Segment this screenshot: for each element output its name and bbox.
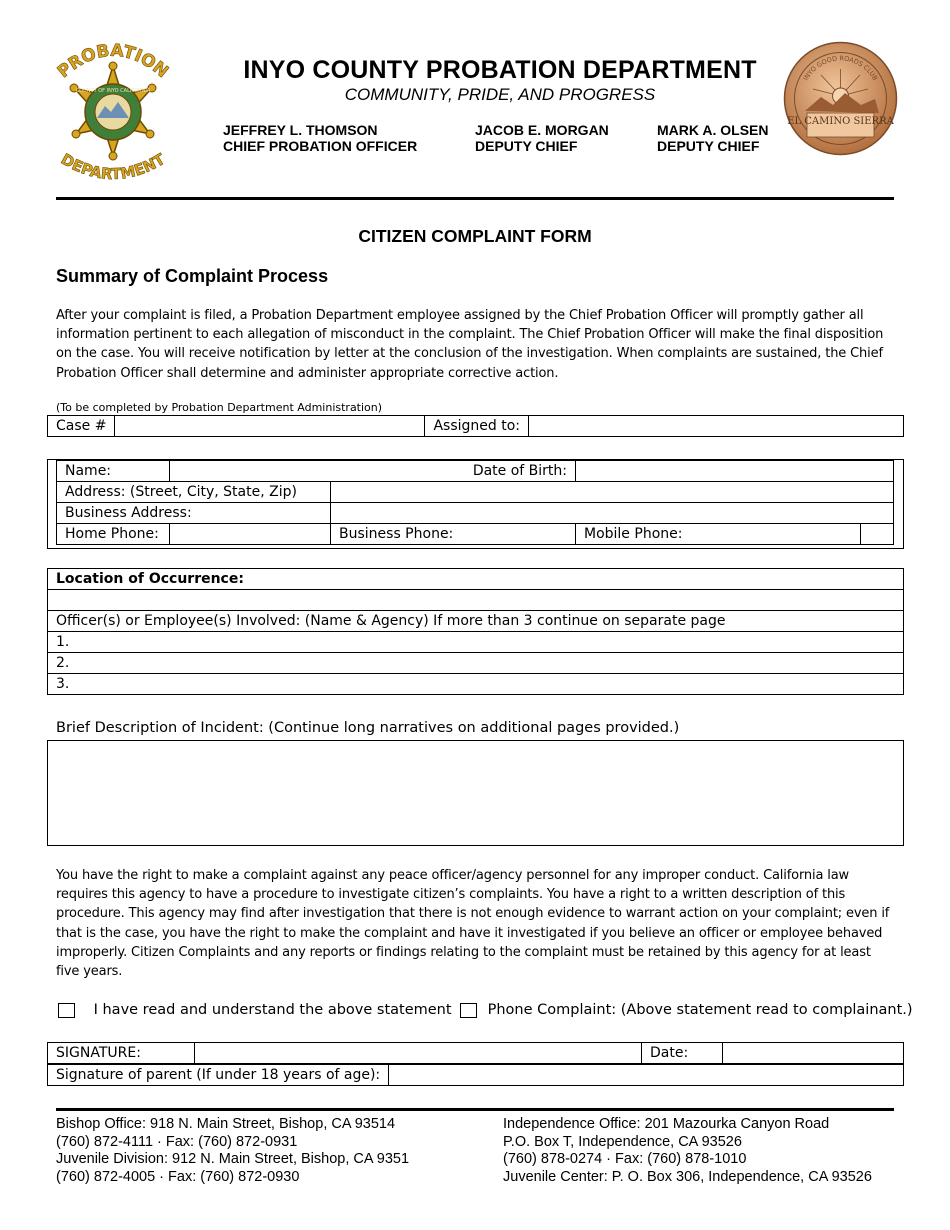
admin-note: (To be completed by Probation Department Administration) — [56, 401, 383, 414]
parent-signature-field[interactable] — [389, 1065, 904, 1086]
location-label: Location of Occurrence: — [48, 569, 904, 590]
business-address-field[interactable] — [331, 503, 894, 524]
date-label: Date: — [642, 1043, 723, 1064]
footer-line: Bishop Office: 918 N. Main Street, Bishop, CA 93514 — [56, 1116, 396, 1132]
el-camino-sierra-seal — [783, 41, 898, 156]
officer-deputy-1 — [475, 122, 609, 154]
seal-ring-text: INYO GOOD ROADS CLUB — [801, 54, 880, 82]
officer-row-3[interactable]: 3. — [48, 674, 904, 695]
dob-label: Date of Birth: — [472, 463, 567, 479]
address-field[interactable] — [331, 482, 894, 503]
officer-title: CHIEF PROBATION OFFICER — [223, 138, 418, 154]
badge-ring-text: COUNTY OF INYO CALIFORNIA — [75, 88, 151, 94]
parent-signature-table — [47, 1064, 904, 1086]
description-field[interactable] — [47, 740, 904, 846]
phone-complaint-label: Phone Complaint: (Above statement read to complainant.) — [487, 1002, 913, 1018]
summary-heading: Summary of Complaint Process — [56, 266, 329, 286]
assigned-to-label: Assigned to: — [425, 416, 529, 437]
business-address-label: Business Address: — [57, 503, 331, 524]
footer-line: (760) 872-4111 · Fax: (760) 872-0931 — [56, 1133, 298, 1150]
admin-table — [47, 415, 904, 437]
case-number-label: Case # — [48, 416, 115, 437]
department-title: INYO COUNTY PROBATION DEPARTMENT — [243, 56, 757, 84]
mobile-phone-label: Mobile Phone: — [576, 524, 861, 545]
phone-complaint-option[interactable] — [460, 1002, 913, 1018]
signature-field[interactable] — [195, 1043, 642, 1064]
home-phone-label: Home Phone: — [57, 524, 170, 545]
footer-divider — [56, 1108, 894, 1111]
signature-table — [47, 1042, 904, 1064]
name-field[interactable] — [170, 461, 576, 482]
officer-deputy-2 — [657, 122, 768, 154]
seal-text: EL CAMINO SIERRA — [787, 116, 894, 127]
read-statement-option[interactable] — [58, 1002, 452, 1018]
department-motto: COMMUNITY, PRIDE, AND PROGRESS — [344, 85, 656, 104]
footer-independence-office — [503, 1116, 872, 1186]
incident-table — [47, 568, 904, 695]
officer-chief — [223, 122, 417, 154]
footer-bishop-office — [56, 1116, 409, 1186]
officer-name: MARK A. OLSEN — [657, 122, 769, 138]
footer-line: (760) 872-4005 · Fax: (760) 872-0930 — [56, 1168, 300, 1185]
dob-field[interactable] — [576, 461, 894, 482]
footer-line: Juvenile Center: P. O. Box 306, Independence, CA 93526 — [503, 1168, 872, 1185]
case-number-field[interactable] — [115, 416, 425, 437]
badge-text-bottom: DEPARTMENT — [57, 150, 169, 184]
signature-label: SIGNATURE: — [48, 1043, 195, 1064]
date-field[interactable] — [723, 1043, 904, 1064]
business-phone-label: Business Phone: — [331, 524, 576, 545]
footer-line: Juvenile Division: 912 N. Main Street, Bishop, CA 9351 — [56, 1151, 410, 1168]
rights-statement: You have the right to make a complaint against any peace officer/agency personnel for any improper conduct. California law requires this agency to have a procedure to investigate citizen’s complaints. You have a right to a written description of this procedure. This agency may find after investigation that there is not enough evidence to warrant action on your complaint; even if that is the case, you have the right to make the complaint and have it investigated if you believe an officer or employee behaved improperly. Citizen Complaints and any reports or findings relating to the complaint must be retained by this agency for at least five years. — [56, 868, 890, 980]
header-divider — [56, 197, 894, 200]
officer-row-2[interactable]: 2. — [48, 653, 904, 674]
address-label: Address: (Street, City, State, Zip) — [57, 482, 331, 503]
parent-signature-label: Signature of parent (If under 18 years of age): — [48, 1065, 389, 1086]
officer-name: JEFFREY L. THOMSON — [223, 122, 378, 138]
form-title: CITIZEN COMPLAINT FORM — [358, 226, 592, 246]
officer-title: DEPUTY CHIEF — [475, 138, 578, 154]
officer-name: JACOB E. MORGAN — [475, 122, 609, 138]
badge-text-top: PROBATION — [53, 40, 173, 83]
officers-involved-label: Officer(s) or Employee(s) Involved: (Name & Agency) If more than 3 continue on separate page — [48, 611, 904, 632]
read-statement-label: I have read and understand the above statement — [93, 1002, 452, 1018]
footer-line: (760) 878-0274 · Fax: (760) 878-1010 — [503, 1151, 747, 1168]
assigned-to-field[interactable] — [529, 416, 904, 437]
summary-text: After your complaint is filed, a Probation Department employee assigned by the Chief Probation Officer will promptly gather all information pertinent to each allegation of misconduct in the complaint. The Chief Probation Officer will make the final disposition on the case. You will receive notification by letter at the conclusion of the investigation. When complaints are sustained, the Chief Probation Officer shall determine and administer appropriate corrective action. — [56, 308, 884, 381]
footer-line: P.O. Box T, Independence, CA 93526 — [503, 1133, 742, 1150]
read-statement-checkbox[interactable] — [58, 1003, 75, 1018]
home-phone-field[interactable] — [170, 524, 331, 545]
location-field[interactable] — [48, 590, 904, 611]
officer-title: DEPUTY CHIEF — [657, 138, 760, 154]
complainant-table — [56, 460, 894, 545]
description-label: Brief Description of Incident: (Continue long narratives on additional pages provided.) — [56, 720, 680, 736]
name-label: Name: — [57, 461, 170, 482]
footer-line: Independence Office: 201 Mazourka Canyon Road — [503, 1116, 830, 1132]
phone-complaint-checkbox[interactable] — [460, 1003, 477, 1018]
mobile-phone-field[interactable] — [861, 524, 894, 545]
officer-row-1[interactable]: 1. — [48, 632, 904, 653]
